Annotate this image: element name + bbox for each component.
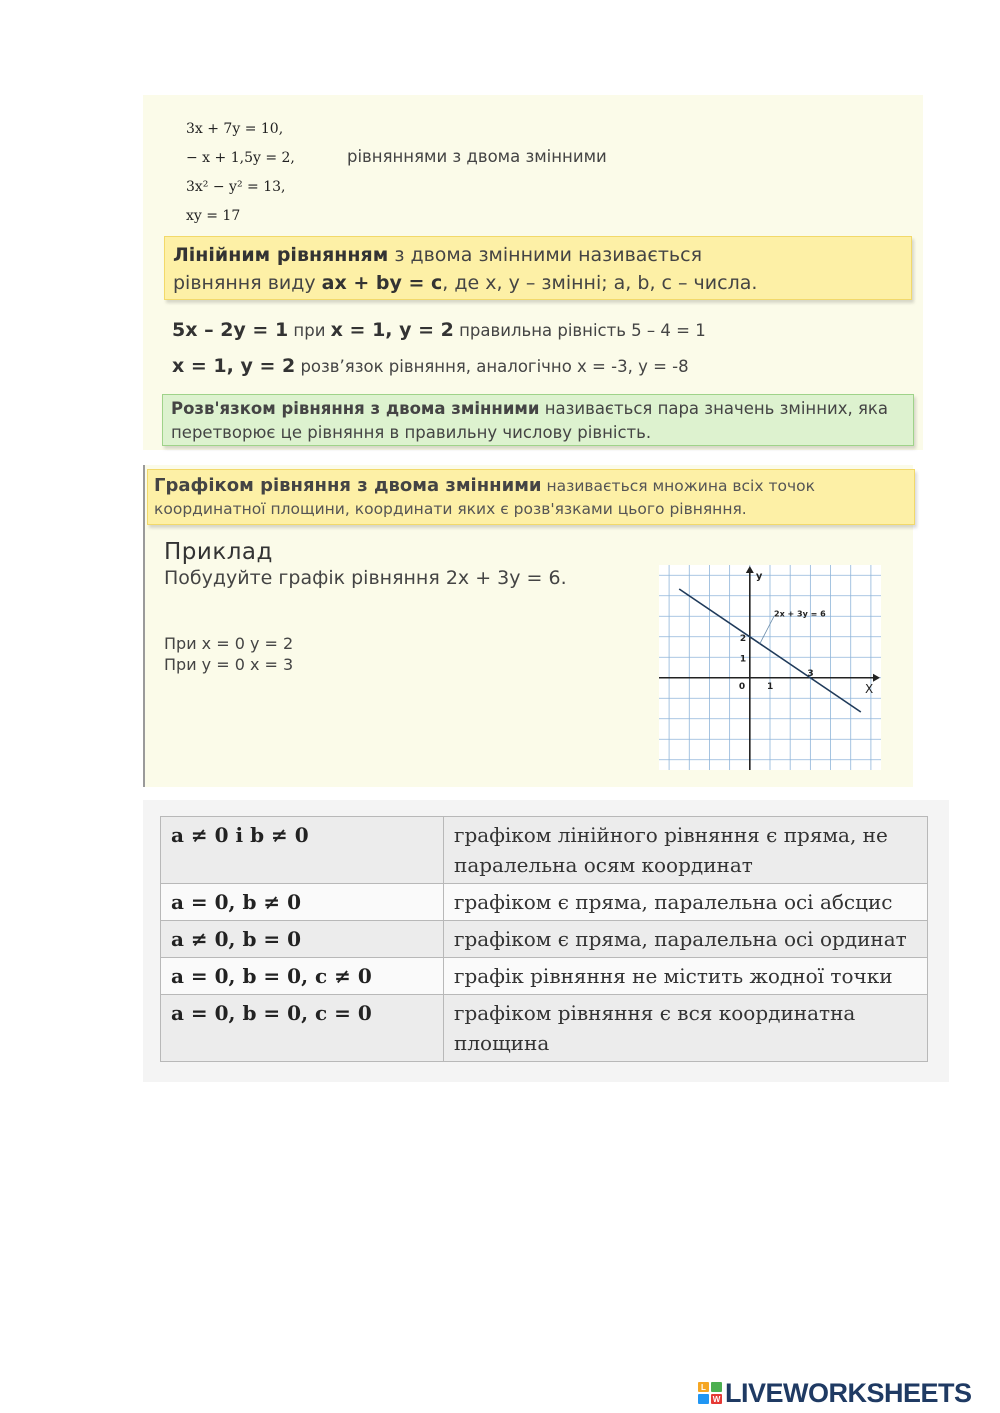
equation-examples (186, 115, 295, 231)
definitions-panel (143, 95, 923, 450)
case-description: графіком є пряма, паралельна осі ординат (444, 921, 928, 958)
case-condition: a = 0, b = 0, c = 0 (161, 995, 444, 1062)
x-tick-label: 1 (767, 681, 774, 692)
table-row (161, 921, 928, 958)
case-description: графіком лінійного рівняння є пряма, не паралельна осям координат (444, 817, 928, 884)
definition-text: називається множина всіх точок координатної площини, координати яких є розв'язками цього рівняння. (154, 477, 815, 518)
equations-label: рівняннями з двома змінними (347, 147, 607, 166)
logo-letter: L (701, 1383, 706, 1392)
case-condition: a = 0, b ≠ 0 (161, 884, 444, 921)
brand-name: LIVEWORKSHEETS (725, 1377, 972, 1408)
line-label: 2x + 3y = 6 (774, 609, 826, 619)
x-axis-label: X (865, 681, 874, 696)
y-tick-label: 2 (739, 633, 747, 644)
example-equation: 5x – 2y = 1 (172, 319, 289, 341)
table-row (161, 817, 928, 884)
graph-definition (147, 469, 915, 525)
example-line-2 (172, 355, 689, 377)
definition-text: рівняння виду (173, 272, 322, 294)
example-task: Побудуйте графік рівняння 2x + 3y = 6. (164, 567, 567, 589)
linear-equation-definition (164, 236, 912, 300)
logo-tile (698, 1394, 709, 1404)
cases-panel (143, 800, 949, 1082)
case-description: графіком є пряма, паралельна осі абсцис (444, 884, 928, 921)
x-tick-label: 0 (738, 681, 746, 692)
cases-table (160, 816, 928, 1062)
y-tick-label: 1 (739, 654, 747, 665)
example-text: при (288, 321, 331, 340)
liveworksheets-logo-icon (697, 1381, 723, 1405)
definition-text: з двома змінними називається (388, 244, 702, 266)
equation-item: 3x² − y² = 13, (186, 179, 286, 195)
definition-term: Розв'язком рівняння з двома змінними (171, 399, 540, 418)
x-tick-label: 3 (807, 668, 814, 679)
definition-text: називається пара значень змінних, яка перетворює це рівняння в правильну числову рівність. (171, 399, 888, 442)
case-condition: a = 0, b = 0, c ≠ 0 (161, 958, 444, 995)
liveworksheets-brand[interactable] (697, 1377, 972, 1409)
equation-item: xy = 17 (186, 208, 241, 224)
table-row (161, 884, 928, 921)
solution-line: При x = 0 y = 2 (164, 634, 294, 653)
case-condition: a ≠ 0 і b ≠ 0 (161, 817, 444, 884)
graph-panel (143, 465, 913, 787)
table-row (161, 995, 928, 1062)
definition-term: Лінійним рівнянням (173, 244, 389, 266)
case-description: графіком рівняння є вся координатна площина (444, 995, 928, 1062)
solution-line: При y = 0 x = 3 (164, 655, 294, 674)
case-description: графік рівняння не містить жодної точки (444, 958, 928, 995)
logo-tile (711, 1382, 722, 1392)
example-solution (164, 633, 293, 675)
equation-item: 3x + 7y = 10, (186, 121, 284, 137)
definition-formula: ax + by = c (321, 272, 443, 294)
example-text: розв’язок рівняння, аналогічно x = -3, y = -8 (295, 357, 689, 376)
equation-item: − x + 1,5y = 2, (186, 150, 295, 166)
example-text: правильна рівність 5 – 4 = 1 (453, 321, 706, 340)
example-title: Приклад (164, 539, 273, 565)
example-values: x = 1, y = 2 (330, 319, 454, 341)
coordinate-graph (659, 565, 881, 770)
definition-text: , де x, y – змінні; a, b, c – числа. (442, 272, 758, 294)
y-axis-label: y (755, 571, 763, 582)
example-values: x = 1, y = 2 (172, 355, 296, 377)
table-row (161, 958, 928, 995)
example-line-1 (172, 319, 706, 341)
case-condition: a ≠ 0, b = 0 (161, 921, 444, 958)
solution-definition (162, 394, 914, 446)
logo-letter: W (712, 1395, 721, 1404)
definition-term: Графіком рівняння з двома змінними (154, 475, 542, 496)
